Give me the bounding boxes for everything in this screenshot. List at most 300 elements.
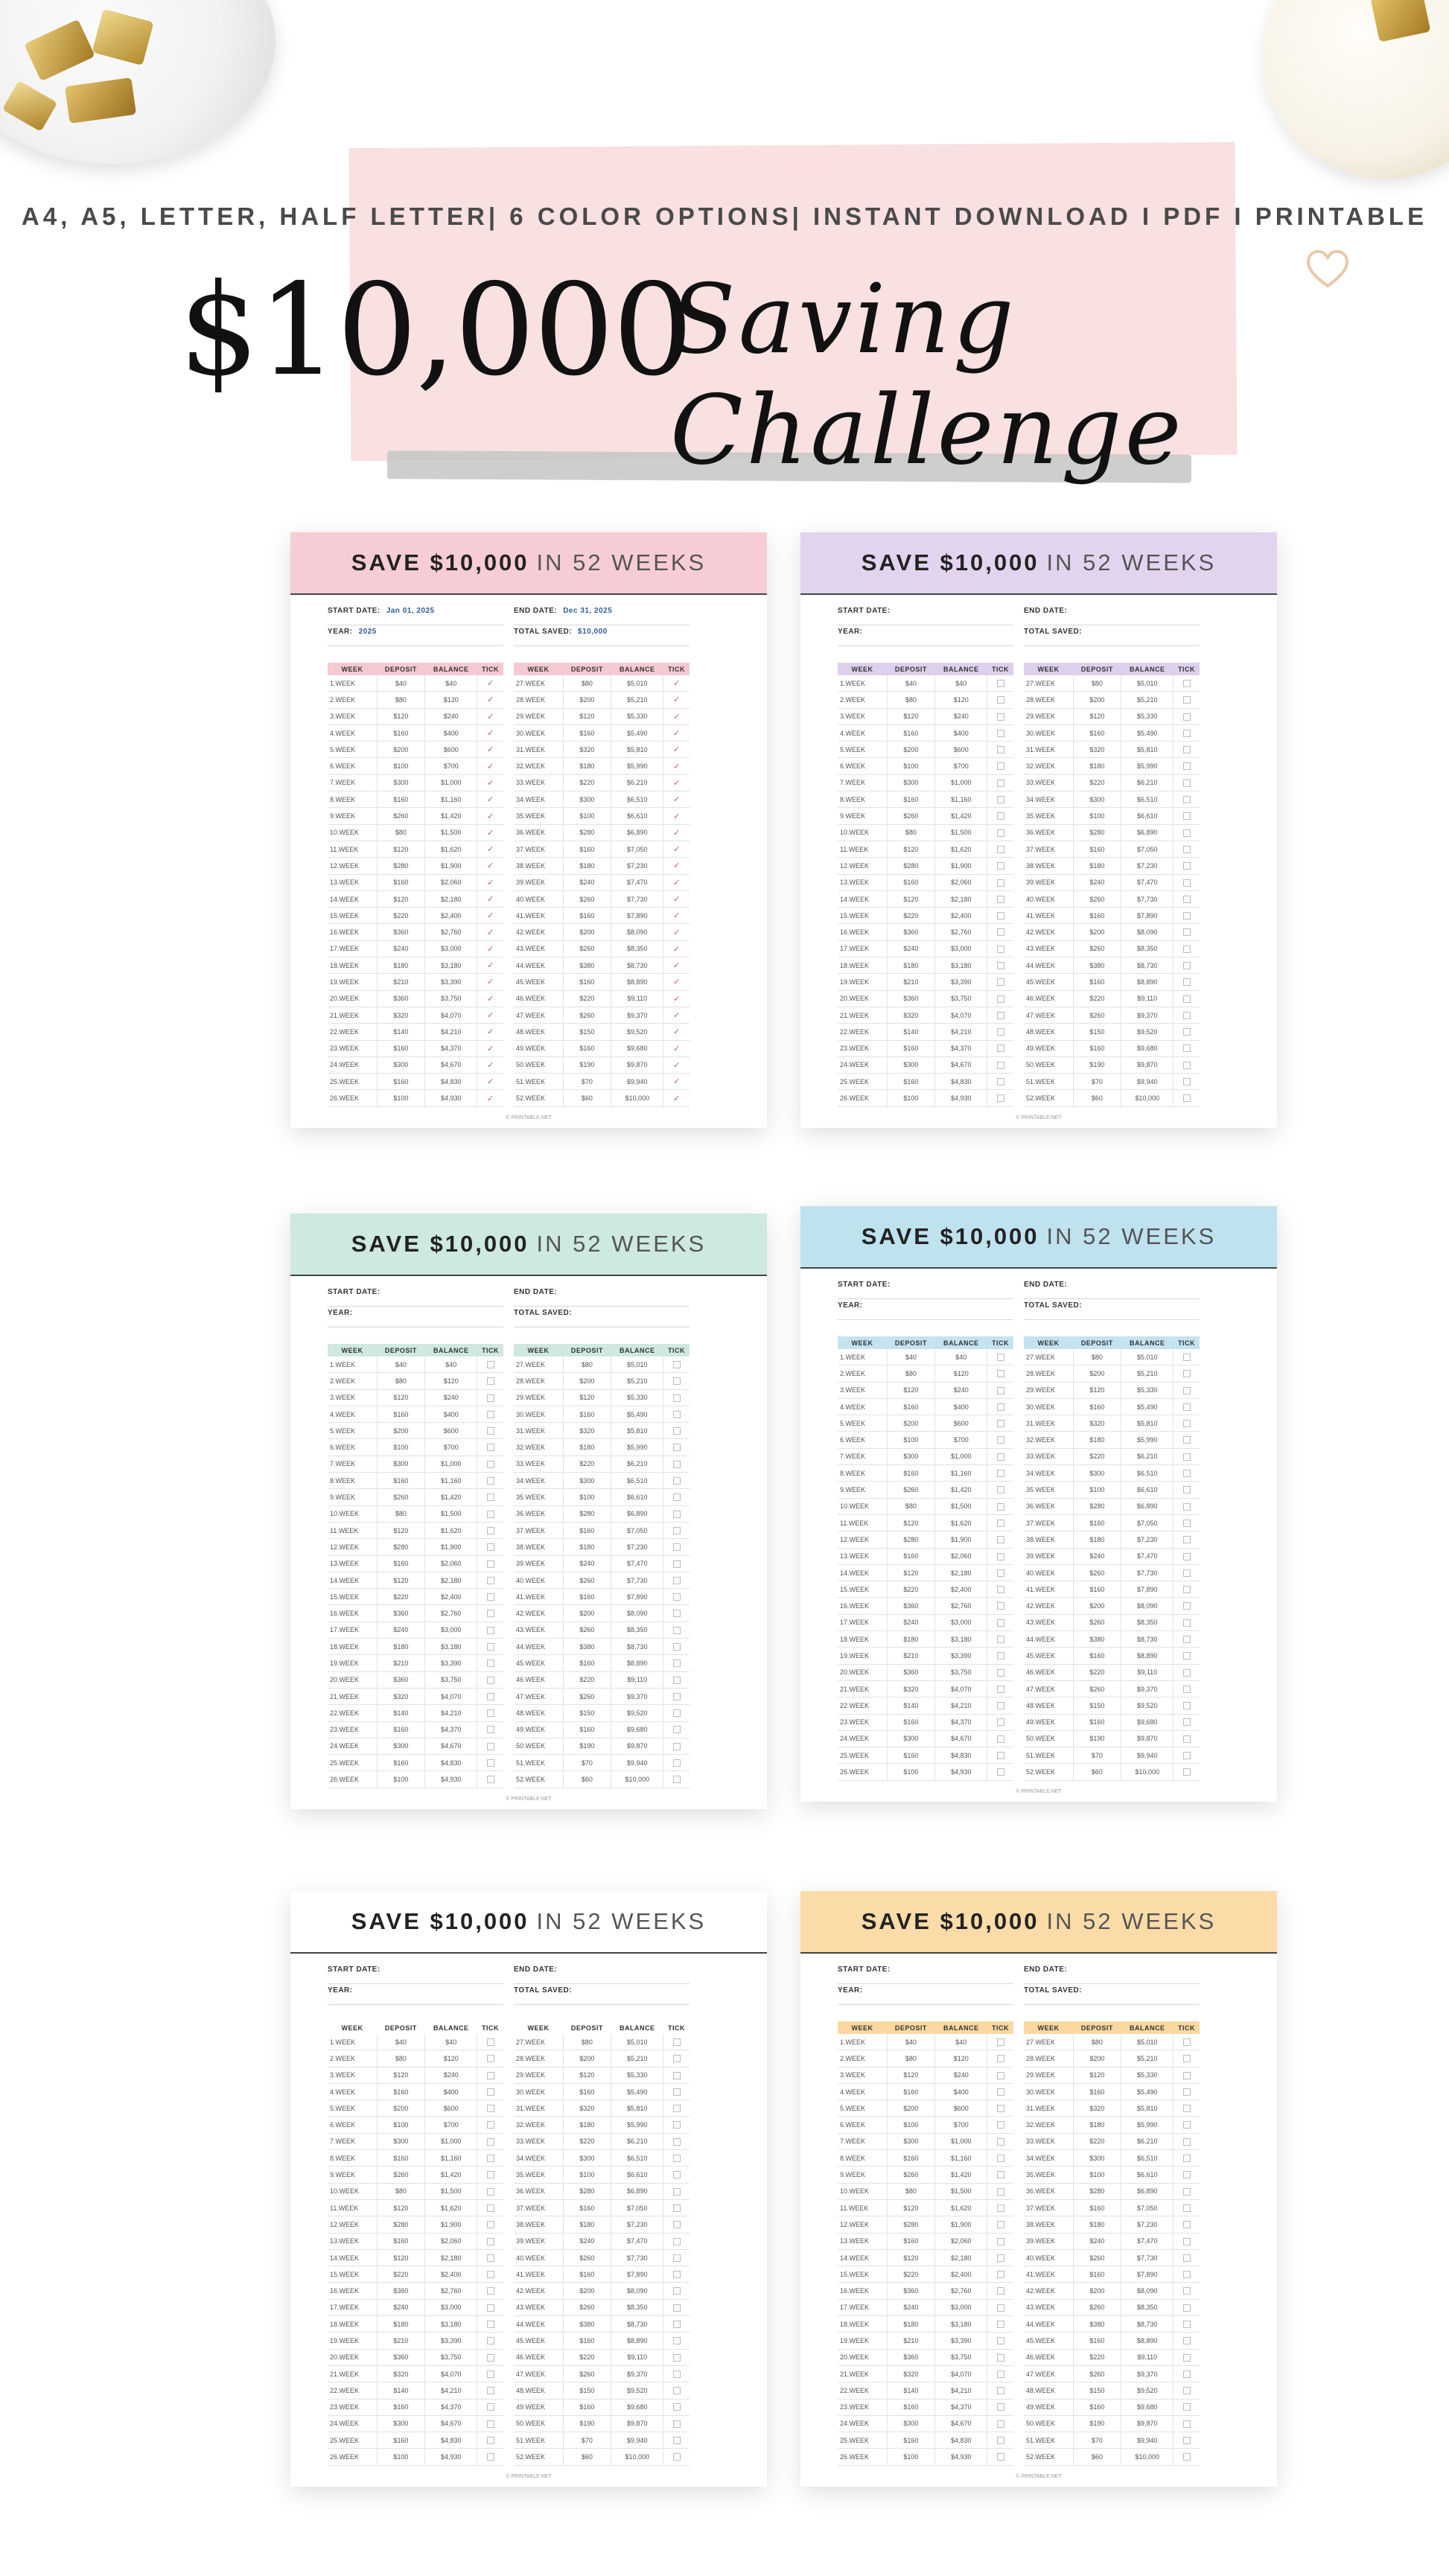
tick-cell[interactable] (477, 791, 503, 808)
tick-cell[interactable] (1173, 1747, 1200, 1764)
tick-checkbox[interactable] (673, 2204, 681, 2212)
tick-cell[interactable] (477, 1705, 503, 1721)
tick-checkbox[interactable] (997, 2254, 1004, 2262)
tick-cell[interactable] (987, 1514, 1013, 1531)
tick-cell[interactable] (987, 2333, 1013, 2349)
tick-cell[interactable] (987, 1548, 1013, 1564)
tick-cell[interactable] (1173, 2283, 1200, 2299)
tick-cell[interactable] (1173, 774, 1200, 791)
tick-cell[interactable] (477, 1688, 503, 1704)
tick-cell[interactable] (477, 2415, 503, 2432)
tick-checkbox[interactable] (997, 862, 1004, 870)
tick-cell[interactable] (477, 1539, 503, 1555)
tick-cell[interactable] (1173, 2167, 1200, 2183)
tick-cell[interactable] (663, 2399, 690, 2415)
tick-cell[interactable] (1173, 2249, 1200, 2266)
tick-checkbox[interactable] (673, 1593, 681, 1601)
tick-cell[interactable] (663, 874, 690, 890)
tick-cell[interactable] (477, 2083, 503, 2100)
tick-checkbox[interactable] (997, 1586, 1004, 1593)
tick-cell[interactable] (987, 2216, 1013, 2233)
tick-checkbox[interactable] (1183, 1387, 1191, 1394)
tick-cell[interactable] (663, 1024, 690, 1040)
tick-checkbox[interactable] (1183, 1686, 1191, 1693)
tick-checkbox[interactable] (997, 1453, 1004, 1461)
tick-cell[interactable] (477, 1489, 503, 1505)
tick-checkbox[interactable] (487, 1610, 494, 1617)
tick-cell[interactable] (663, 2365, 690, 2382)
tick-checkbox[interactable] (487, 2238, 494, 2245)
tick-checkbox[interactable] (1183, 696, 1191, 704)
tick-cell[interactable] (477, 1555, 503, 1572)
tick-cell[interactable] (987, 708, 1013, 724)
tick-cell[interactable] (663, 1671, 690, 1688)
tick-checkbox[interactable] (997, 1403, 1004, 1411)
tick-cell[interactable] (1173, 2150, 1200, 2167)
tick-checkbox[interactable] (1183, 2371, 1191, 2378)
tick-checkbox[interactable] (673, 2354, 681, 2362)
tick-cell[interactable] (1173, 974, 1200, 990)
tick-checkbox[interactable] (487, 2105, 494, 2112)
tick-cell[interactable] (663, 1572, 690, 1588)
tick-checkbox[interactable] (673, 1726, 681, 1733)
tick-checkbox[interactable] (1183, 2171, 1191, 2178)
tick-cell[interactable] (663, 1705, 690, 1721)
tick-checkbox[interactable] (673, 1461, 681, 1468)
tick-cell[interactable] (663, 908, 690, 924)
tick-cell[interactable] (477, 2249, 503, 2266)
tick-checkbox[interactable] (1183, 2138, 1191, 2146)
tick-checkbox[interactable] (1183, 2453, 1191, 2461)
tick-cell[interactable] (663, 2150, 690, 2167)
tick-cell[interactable] (987, 1398, 1013, 1415)
tick-checkbox[interactable] (1183, 2221, 1191, 2228)
tick-checkbox[interactable] (1183, 1453, 1191, 1461)
tick-cell[interactable] (477, 1639, 503, 1655)
year-field[interactable] (328, 1309, 503, 1327)
tick-cell[interactable] (477, 692, 503, 708)
tick-cell[interactable] (1173, 2199, 1200, 2216)
tick-checkbox[interactable] (1183, 1718, 1191, 1726)
tick-cell[interactable] (663, 1056, 690, 1073)
tick-checkbox[interactable] (487, 1660, 494, 1667)
tick-cell[interactable] (663, 2449, 690, 2465)
tick-cell[interactable] (477, 858, 503, 874)
tick-cell[interactable] (663, 1539, 690, 1555)
tick-checkbox[interactable] (997, 2204, 1004, 2212)
tick-cell[interactable] (1173, 2432, 1200, 2449)
tick-cell[interactable] (477, 1090, 503, 1106)
tick-cell[interactable] (663, 2299, 690, 2315)
tick-cell[interactable] (1173, 1631, 1200, 1648)
tick-cell[interactable] (1173, 1648, 1200, 1664)
tick-cell[interactable] (1173, 990, 1200, 1007)
tick-checkbox[interactable] (997, 1486, 1004, 1493)
tick-checkbox[interactable] (997, 713, 1004, 721)
tick-cell[interactable] (987, 1648, 1013, 1664)
start-date-field[interactable] (838, 1966, 1013, 1984)
tick-cell[interactable] (1173, 890, 1200, 907)
tick-checkbox[interactable] (997, 2038, 1004, 2046)
tick-cell[interactable] (663, 2349, 690, 2365)
tick-checkbox[interactable] (487, 1361, 494, 1368)
tick-checkbox[interactable] (673, 2171, 681, 2178)
tick-cell[interactable] (987, 2382, 1013, 2399)
tick-cell[interactable] (987, 2249, 1013, 2266)
tick-cell[interactable] (987, 1482, 1013, 1498)
tick-checkbox[interactable] (997, 2371, 1004, 2378)
tick-checkbox[interactable] (997, 1503, 1004, 1511)
tick-checkbox[interactable] (1183, 2304, 1191, 2312)
tick-checkbox[interactable] (673, 1660, 681, 1667)
tick-checkbox[interactable] (487, 1427, 494, 1435)
tick-cell[interactable] (477, 1024, 503, 1040)
tick-cell[interactable] (663, 758, 690, 774)
tick-cell[interactable] (987, 1024, 1013, 1040)
tick-cell[interactable] (663, 2199, 690, 2216)
end-date-field[interactable] (514, 1288, 690, 1307)
tick-checkbox[interactable] (1183, 962, 1191, 969)
tick-cell[interactable] (1173, 2183, 1200, 2199)
tick-checkbox[interactable] (673, 2254, 681, 2262)
tick-checkbox[interactable] (1183, 2204, 1191, 2212)
tick-checkbox[interactable] (997, 896, 1004, 903)
tick-checkbox[interactable] (1183, 1370, 1191, 1377)
tick-checkbox[interactable] (487, 2038, 494, 2046)
start-date-field[interactable] (328, 1966, 503, 1984)
tick-checkbox[interactable] (1183, 862, 1191, 870)
tick-cell[interactable] (663, 1655, 690, 1671)
tick-checkbox[interactable] (487, 1627, 494, 1634)
tick-cell[interactable] (477, 924, 503, 940)
tick-cell[interactable] (987, 1631, 1013, 1648)
tick-checkbox[interactable] (1183, 1768, 1191, 1776)
tick-cell[interactable] (987, 2117, 1013, 2133)
tick-cell[interactable] (477, 808, 503, 824)
tick-checkbox[interactable] (1183, 2072, 1191, 2079)
tick-checkbox[interactable] (1183, 879, 1191, 887)
tick-cell[interactable] (663, 675, 690, 692)
tick-cell[interactable] (663, 692, 690, 708)
tick-cell[interactable] (1173, 1548, 1200, 1564)
tick-checkbox[interactable] (487, 2337, 494, 2344)
tick-checkbox[interactable] (487, 1577, 494, 1584)
tick-cell[interactable] (1173, 874, 1200, 890)
tick-cell[interactable] (1173, 1007, 1200, 1023)
tick-cell[interactable] (663, 841, 690, 857)
tick-checkbox[interactable] (997, 2121, 1004, 2129)
tick-checkbox[interactable] (1183, 1702, 1191, 1709)
tick-cell[interactable] (1173, 1415, 1200, 1432)
tick-cell[interactable] (477, 2449, 503, 2465)
tick-cell[interactable] (663, 2034, 690, 2050)
tick-cell[interactable] (1173, 1514, 1200, 1531)
tick-cell[interactable] (477, 742, 503, 758)
tick-checkbox[interactable] (487, 2138, 494, 2146)
tick-checkbox[interactable] (1183, 995, 1191, 1003)
year-field[interactable] (838, 628, 1013, 646)
tick-checkbox[interactable] (673, 1377, 681, 1385)
tick-checkbox[interactable] (673, 2403, 681, 2411)
tick-cell[interactable] (477, 1423, 503, 1439)
tick-cell[interactable] (1173, 1697, 1200, 1714)
tick-cell[interactable] (987, 2349, 1013, 2365)
tick-checkbox[interactable] (1183, 2403, 1191, 2411)
tick-cell[interactable] (477, 990, 503, 1007)
tick-cell[interactable] (987, 2316, 1013, 2333)
tick-checkbox[interactable] (487, 1461, 494, 1468)
tick-checkbox[interactable] (1183, 978, 1191, 986)
tick-checkbox[interactable] (1183, 1536, 1191, 1543)
start-date-field[interactable] (328, 1288, 503, 1307)
tick-cell[interactable] (663, 1356, 690, 1373)
tick-checkbox[interactable] (487, 1693, 494, 1700)
tick-cell[interactable] (987, 957, 1013, 974)
tick-checkbox[interactable] (673, 2321, 681, 2328)
tick-checkbox[interactable] (997, 978, 1004, 986)
tick-checkbox[interactable] (673, 2304, 681, 2312)
tick-cell[interactable] (1173, 1040, 1200, 1056)
tick-checkbox[interactable] (673, 1643, 681, 1651)
total-saved-field[interactable] (1024, 1986, 1200, 2005)
tick-cell[interactable] (987, 1498, 1013, 1514)
tick-cell[interactable] (1173, 858, 1200, 874)
tick-cell[interactable] (663, 1771, 690, 1788)
tick-checkbox[interactable] (673, 2055, 681, 2062)
tick-cell[interactable] (1173, 824, 1200, 841)
tick-checkbox[interactable] (487, 1394, 494, 1402)
tick-cell[interactable] (987, 1680, 1013, 1697)
tick-cell[interactable] (1173, 940, 1200, 957)
tick-cell[interactable] (477, 1389, 503, 1406)
tick-cell[interactable] (1173, 742, 1200, 758)
tick-checkbox[interactable] (997, 1619, 1004, 1627)
tick-checkbox[interactable] (997, 696, 1004, 704)
tick-checkbox[interactable] (997, 928, 1004, 936)
tick-cell[interactable] (477, 1622, 503, 1638)
tick-checkbox[interactable] (1183, 730, 1191, 737)
tick-cell[interactable] (987, 1448, 1013, 1464)
tick-checkbox[interactable] (997, 2188, 1004, 2196)
tick-cell[interactable] (477, 908, 503, 924)
tick-checkbox[interactable] (997, 1602, 1004, 1610)
tick-cell[interactable] (1173, 1090, 1200, 1106)
tick-cell[interactable] (663, 2100, 690, 2117)
tick-checkbox[interactable] (487, 2155, 494, 2162)
total-saved-field[interactable] (1024, 1301, 1200, 1320)
total-saved-field[interactable] (514, 1986, 690, 2005)
tick-cell[interactable] (477, 1671, 503, 1688)
tick-checkbox[interactable] (997, 846, 1004, 853)
tick-cell[interactable] (1173, 791, 1200, 808)
tick-checkbox[interactable] (673, 2238, 681, 2245)
tick-checkbox[interactable] (997, 2221, 1004, 2228)
tick-cell[interactable] (1173, 2083, 1200, 2100)
tick-cell[interactable] (987, 1697, 1013, 1714)
tick-checkbox[interactable] (673, 1677, 681, 1684)
tick-checkbox[interactable] (673, 1693, 681, 1700)
tick-cell[interactable] (477, 1755, 503, 1771)
tick-cell[interactable] (1173, 708, 1200, 724)
tick-checkbox[interactable] (1183, 1094, 1191, 1102)
tick-checkbox[interactable] (1183, 1735, 1191, 1743)
tick-cell[interactable] (1173, 1714, 1200, 1730)
tick-cell[interactable] (477, 890, 503, 907)
tick-checkbox[interactable] (997, 1012, 1004, 1019)
tick-cell[interactable] (1173, 2349, 1200, 2365)
tick-cell[interactable] (987, 2449, 1013, 2465)
tick-checkbox[interactable] (487, 1560, 494, 1568)
tick-cell[interactable] (1173, 1465, 1200, 1482)
tick-checkbox[interactable] (997, 1470, 1004, 1477)
tick-cell[interactable] (987, 1365, 1013, 1382)
tick-cell[interactable] (477, 1356, 503, 1373)
tick-cell[interactable] (663, 1406, 690, 1422)
tick-checkbox[interactable] (673, 2155, 681, 2162)
tick-checkbox[interactable] (673, 1759, 681, 1767)
tick-cell[interactable] (477, 940, 503, 957)
tick-checkbox[interactable] (1183, 1652, 1191, 1660)
tick-checkbox[interactable] (997, 879, 1004, 887)
tick-checkbox[interactable] (1183, 2254, 1191, 2262)
tick-cell[interactable] (987, 1415, 1013, 1432)
tick-cell[interactable] (987, 2266, 1013, 2283)
tick-cell[interactable] (477, 1505, 503, 1522)
tick-cell[interactable] (1173, 924, 1200, 940)
tick-checkbox[interactable] (997, 1702, 1004, 1709)
tick-checkbox[interactable] (487, 2287, 494, 2295)
tick-checkbox[interactable] (997, 912, 1004, 919)
tick-cell[interactable] (987, 774, 1013, 791)
tick-checkbox[interactable] (997, 2055, 1004, 2062)
tick-checkbox[interactable] (997, 1387, 1004, 1394)
tick-checkbox[interactable] (487, 1709, 494, 1717)
tick-cell[interactable] (663, 1074, 690, 1090)
tick-cell[interactable] (663, 1007, 690, 1023)
tick-checkbox[interactable] (487, 2204, 494, 2212)
tick-cell[interactable] (477, 2365, 503, 2382)
tick-cell[interactable] (663, 742, 690, 758)
tick-cell[interactable] (663, 2316, 690, 2333)
tick-checkbox[interactable] (673, 1743, 681, 1750)
tick-cell[interactable] (477, 2399, 503, 2415)
tick-cell[interactable] (1173, 957, 1200, 974)
tick-checkbox[interactable] (997, 1636, 1004, 1643)
tick-checkbox[interactable] (1183, 1028, 1191, 1036)
tick-cell[interactable] (477, 1406, 503, 1422)
tick-cell[interactable] (663, 1389, 690, 1406)
tick-cell[interactable] (477, 724, 503, 741)
tick-cell[interactable] (477, 2349, 503, 2365)
tick-checkbox[interactable] (1183, 2437, 1191, 2444)
tick-checkbox[interactable] (997, 1094, 1004, 1102)
tick-cell[interactable] (987, 1598, 1013, 1614)
tick-cell[interactable] (1173, 1581, 1200, 1598)
tick-checkbox[interactable] (997, 1028, 1004, 1036)
tick-cell[interactable] (1173, 692, 1200, 708)
tick-cell[interactable] (663, 774, 690, 791)
tick-cell[interactable] (477, 2034, 503, 2050)
tick-checkbox[interactable] (997, 680, 1004, 687)
tick-checkbox[interactable] (997, 2072, 1004, 2079)
tick-cell[interactable] (663, 1439, 690, 1456)
tick-checkbox[interactable] (1183, 780, 1191, 787)
tick-checkbox[interactable] (997, 1669, 1004, 1677)
tick-cell[interactable] (1173, 808, 1200, 824)
tick-cell[interactable] (663, 1489, 690, 1505)
tick-checkbox[interactable] (1183, 2038, 1191, 2046)
tick-cell[interactable] (987, 1764, 1013, 1780)
tick-checkbox[interactable] (1183, 946, 1191, 953)
end-date-field[interactable] (1024, 1281, 1200, 1299)
tick-checkbox[interactable] (1183, 812, 1191, 820)
tick-checkbox[interactable] (1183, 713, 1191, 721)
tick-cell[interactable] (663, 1373, 690, 1389)
tick-cell[interactable] (663, 924, 690, 940)
tick-checkbox[interactable] (997, 1752, 1004, 1759)
tick-cell[interactable] (477, 1074, 503, 1090)
tick-cell[interactable] (477, 2283, 503, 2299)
tick-cell[interactable] (987, 1040, 1013, 1056)
tick-cell[interactable] (663, 2133, 690, 2149)
tick-cell[interactable] (1173, 1382, 1200, 1398)
tick-checkbox[interactable] (487, 2354, 494, 2362)
tick-checkbox[interactable] (1183, 1436, 1191, 1444)
tick-cell[interactable] (477, 1373, 503, 1389)
tick-checkbox[interactable] (997, 2171, 1004, 2178)
tick-cell[interactable] (477, 2150, 503, 2167)
tick-cell[interactable] (663, 1555, 690, 1572)
tick-cell[interactable] (987, 1432, 1013, 1448)
tick-cell[interactable] (1173, 1056, 1200, 1073)
tick-checkbox[interactable] (1183, 2188, 1191, 2196)
tick-checkbox[interactable] (673, 1361, 681, 1368)
tick-checkbox[interactable] (997, 2453, 1004, 2461)
tick-checkbox[interactable] (997, 1718, 1004, 1726)
tick-checkbox[interactable] (487, 1543, 494, 1551)
tick-cell[interactable] (663, 1721, 690, 1738)
tick-checkbox[interactable] (673, 2337, 681, 2344)
tick-checkbox[interactable] (1183, 896, 1191, 903)
tick-checkbox[interactable] (673, 1411, 681, 1418)
tick-checkbox[interactable] (487, 2437, 494, 2444)
tick-checkbox[interactable] (1183, 1078, 1191, 1085)
tick-checkbox[interactable] (997, 2105, 1004, 2112)
tick-checkbox[interactable] (487, 1444, 494, 1451)
tick-checkbox[interactable] (1183, 2287, 1191, 2295)
tick-checkbox[interactable] (997, 2088, 1004, 2096)
tick-checkbox[interactable] (673, 2371, 681, 2378)
tick-cell[interactable] (987, 858, 1013, 874)
tick-cell[interactable] (1173, 675, 1200, 692)
tick-cell[interactable] (987, 2365, 1013, 2382)
tick-cell[interactable] (663, 1456, 690, 1472)
tick-checkbox[interactable] (673, 2138, 681, 2146)
tick-checkbox[interactable] (673, 2271, 681, 2278)
tick-checkbox[interactable] (997, 1370, 1004, 1377)
tick-checkbox[interactable] (673, 1493, 681, 1501)
tick-checkbox[interactable] (487, 2171, 494, 2178)
tick-cell[interactable] (477, 2167, 503, 2183)
tick-cell[interactable] (663, 1473, 690, 1489)
tick-checkbox[interactable] (997, 2420, 1004, 2428)
tick-cell[interactable] (987, 908, 1013, 924)
year-field[interactable] (328, 1986, 503, 2005)
tick-cell[interactable] (987, 675, 1013, 692)
tick-checkbox[interactable] (673, 2121, 681, 2129)
tick-cell[interactable] (1173, 1614, 1200, 1630)
tick-checkbox[interactable] (997, 1735, 1004, 1743)
